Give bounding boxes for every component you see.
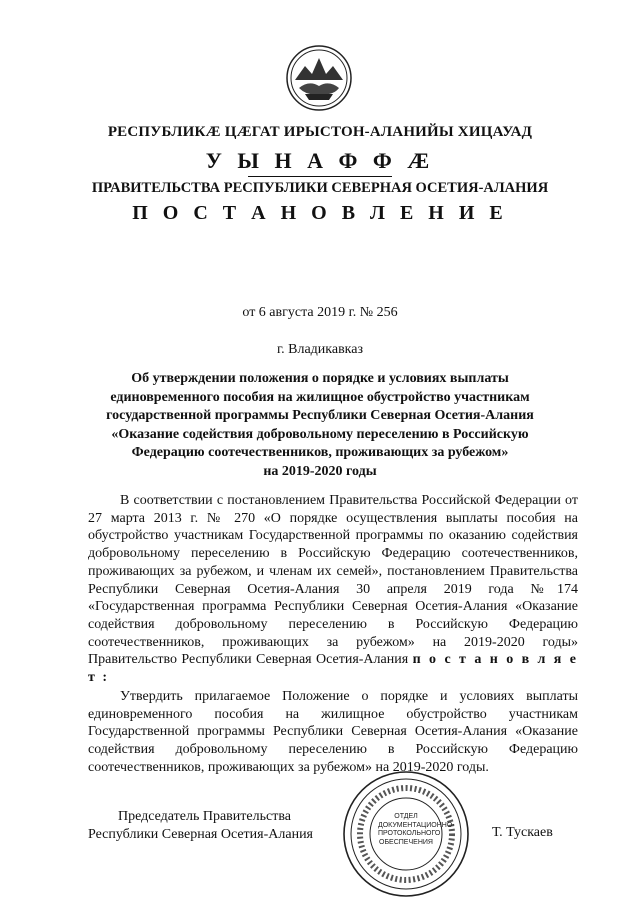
title-line: «Оказание содействия добровольному переселению в Российскую (111, 426, 529, 442)
decree-word: п о с т а н о в л я е т : (88, 652, 578, 686)
signatory-name: Т. Тускаев (492, 825, 553, 840)
government-line: ПРАВИТЕЛЬСТВА РЕСПУБЛИКИ СЕВЕРНАЯ ОСЕТИЯ-АЛАНИЯ (91, 180, 549, 196)
decision-paragraph: Утвердить прилагаемое Положение о порядке и условиях выплаты единовременного пособия на жилищное обустройство участникам Государственной программы Республики Северная Осетия-Алания «Оказание содействия добровольному переселению в Российскую Федерацию соотечественников, проживающих за рубежом» на 2019-2020 годы. (88, 689, 578, 775)
stamp-inner-text (378, 813, 455, 847)
title-line: единовременного пособия на жилищное обустройство участникам (110, 389, 530, 405)
ossetian-government-line: РЕСПУБЛИКӔ ЦӔГАТ ИРЫСТОН-АЛАНИЙЫ ХИЦАУАД (107, 124, 533, 140)
title-line: на 2019-2020 годы (263, 463, 377, 479)
ossetian-doc-type: У Ы Н А Ф Ф Ӕ (205, 148, 435, 173)
stamp-line: ОБЕСПЕЧЕНИЯ (379, 838, 433, 846)
title-line: Федерацию соотечественников, проживающих за рубежом» (131, 445, 509, 460)
document-title (70, 370, 570, 481)
title-line: Об утверждении положения о порядке и условиях выплаты (131, 371, 509, 386)
date-and-number: от 6 августа 2019 г. № 256 (242, 305, 398, 320)
stamp-line: ДОКУМЕНТАЦИОННО- (378, 821, 455, 829)
coat-of-arms-emblem (285, 44, 353, 112)
preamble-text: В соответствии с постановлением Правительства Российской Федерации от 27 марта 2013 г. № 270 «О порядке осуществления выплаты пособия на обустройство участникам Государственной программы по оказанию содействия добровольному переселению в Российскую Федерацию соотечественников, проживающих за рубежом, и членам их семей», постановлением Правительства Республики Северная Осетия-Алания 30 апреля 2019 года №174 «Государственная программа Республики Северная Осетия-Алания «Оказание содействия добровольному переселению в Российскую Федерацию соотечественников, проживающих за рубежом» на 2019-2020 годы» Правительство Республики Северная Осетия-Алания (88, 493, 578, 668)
document-type: П О С Т А Н О В Л Е Н И Е (132, 202, 508, 224)
header-divider (248, 176, 392, 177)
city: г. Владикавказ (276, 342, 364, 357)
stamp-line: ПРОТОКОЛЬНОГО (378, 830, 441, 837)
signatory-position-line2: Республики Северная Осетия-Алания (88, 827, 313, 842)
signatory-position (88, 808, 313, 844)
title-line: государственной программы Республики Северная Осетия-Алания (106, 408, 534, 423)
signatory-position-line1: Председатель Правительства (118, 809, 291, 824)
stamp-line: ОТДЕЛ (394, 813, 418, 820)
preamble-paragraph (88, 492, 578, 687)
